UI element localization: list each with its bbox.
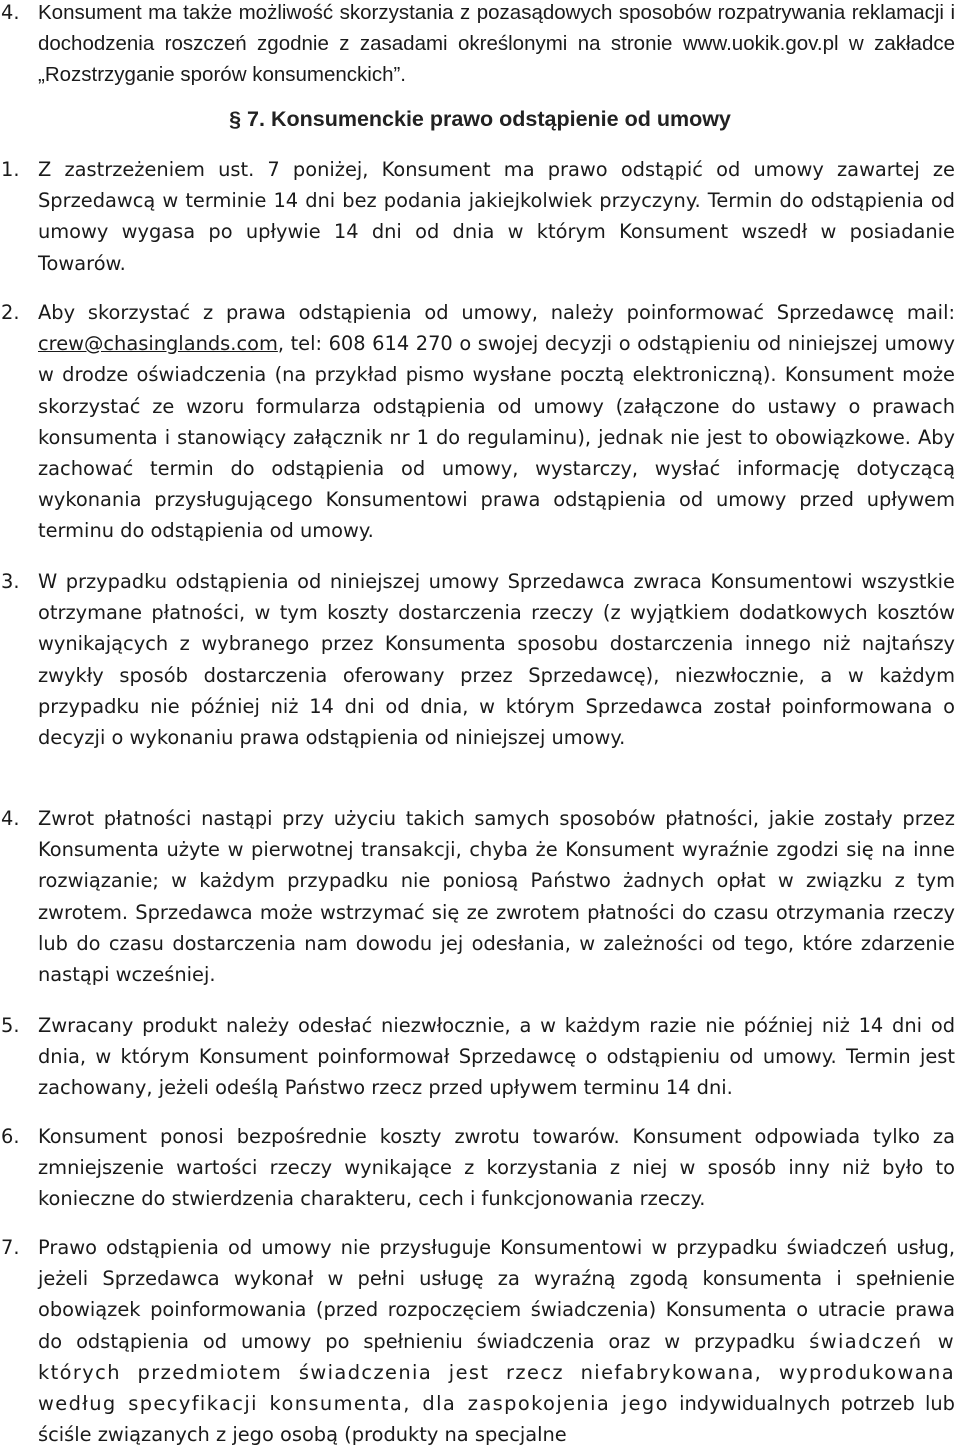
item-text: W przypadku odstąpienia od niniejszej umowy Sprzedawca zwraca Konsumentowi wszystkie otrzymane płatności, w tym koszty dostarczenia rzeczy (z wyjątkiem dodatkowych kosztów wynikających z wybranego przez Konsumenta sposobu dostarczenia innego niż najtańszy zwykły sposób dostarczenia oferowany przez Sprzedawcę), niezwłocznie, a w każdym przypadku nie później niż 14 dni od dnia, w którym Sprzedawca został poinformowana o decyzji o wykonaniu prawa odstąpienia od niniejszej umowy. [38,570,955,750]
item-text: Zwrot płatności nastąpi przy użyciu takich samych sposobów płatności, jakie zostały przez Konsumenta użyte w pierwotnej transakcji, chyba że Konsument wyraźnie zgodzi się na inne rozwiązanie; w każdym przypadku nie poniosą Państwo żadnych opłat w związku z tym zwrotem. Sprzedawca może wstrzymać się ze zwrotem płatności do czasu otrzymania rzeczy lub do czasu dostarczenia nam dowodu jej odesłania, w zależności od tego, które zdarzenie nastąpi wcześniej. [38,807,955,987]
item-number: 2. [1,301,20,324]
prev-section-item-4 [0,0,955,91]
item-number: 6. [1,1125,20,1148]
section7-item-3 [0,566,955,753]
section-heading: § 7. Konsumenckie prawo odstąpienie od umowy [229,107,731,131]
section7-item-2 [0,297,955,547]
section7-item-1 [0,154,955,279]
section7-item-5 [0,1010,955,1104]
item-text-part: indywidualnych potrzeb lub ściśle związanych z jego osobą (produkty na specjalne [38,1392,955,1447]
section7-item-6 [0,1121,955,1215]
item-text: Konsument ponosi bezpośrednie koszty zwrotu towarów. Konsument odpowiada tylko za zmniejszenie wartości rzeczy wynikające z korzystania z niej w sposób inny niż było to konieczne do stwierdzenia charakteru, cech i funkcjonowania rzeczy. [38,1125,955,1211]
item-text: Zwracany produkt należy odesłać niezwłocznie, a w każdym razie nie później niż 14 dni od dnia, w którym Konsument poinformował Sprzedawcę o odstąpieniu od umowy. Termin jest zachowany, jeżeli odeślą Państwo rzecz przed upływem terminu 14 dni. [38,1014,955,1100]
item-text: Z zastrzeżeniem ust. 7 poniżej, Konsument ma prawo odstąpić od umowy zawartej ze Sprzedawcą w terminie 14 dni bez podania jakiejkolwiek przyczyny. Termin do odstąpienia od umowy wygasa po upływie 14 dni od dnia w którym Konsument wszedł w posiadanie Towarów. [38,158,955,275]
item-number: 5. [1,1014,20,1037]
item-number: 3. [1,570,20,593]
item-text-part: świadczeń w których przedmiotem świadczenia jest rzecz niefabrykowana, wyprodukowana według specyfikacji konsumenta, dla zaspokojenia jego [38,1329,955,1416]
item-text-part: Prawo odstąpienia od umowy nie przysługuje Konsumentowi w przypadku świadczeń usług, jeżeli Sprzedawca wykonał w pełni usługę za wyraźną zgodą konsumenta i spełnienie obowiązek poinformowania (przed rozpoczęciem świadczenia) Konsumenta o utracie prawa do odstąpienia od umowy po spełnieniu świadczenia oraz w przypadku [38,1236,955,1353]
item-text [38,297,955,547]
email-link[interactable]: crew@chasinglands.com [38,332,278,356]
item-text-part: , tel: 608 614 270 o swojej decyzji o odstąpieniu od niniejszej umowy w drodze oświadczenia (na przykład pismo wysłane pocztą elektroniczną). Konsument może skorzystać ze wzoru formularza odstąpienia od umowy (załączone do ustawy o prawach konsumenta i stanowiący załącznik nr 1 do regulaminu), jednak nie jest to obowiązkowe. Aby zachować termin do odstąpienia od umowy, wystarczy, wysłać informację dotyczącą wykonania przysługującego Konsumentowi prawa odstąpienia od umowy przed upływem terminu do odstąpienia od umowy. [38,332,955,543]
item-number: 7. [1,1236,20,1259]
section7-item-7 [0,1232,955,1450]
item-number: 4. [1,1,20,24]
item-number: 1. [1,158,20,181]
item-number: 4. [1,807,20,830]
item-text: Konsument ma także możliwość skorzystania z pozasądowych sposobów rozpatrywania reklamacji i dochodzenia roszczeń zgodnie z zasadami określonymi na stronie www.uokik.gov.pl w zakładce „Rozstrzyganie sporów konsumenckich”. [38,1,955,87]
section7-item-4 [0,803,955,990]
item-text [38,1232,955,1450]
item-text-part: Aby skorzystać z prawa odstąpienia od umowy, należy poinformować Sprzedawcę mail: [38,301,955,324]
